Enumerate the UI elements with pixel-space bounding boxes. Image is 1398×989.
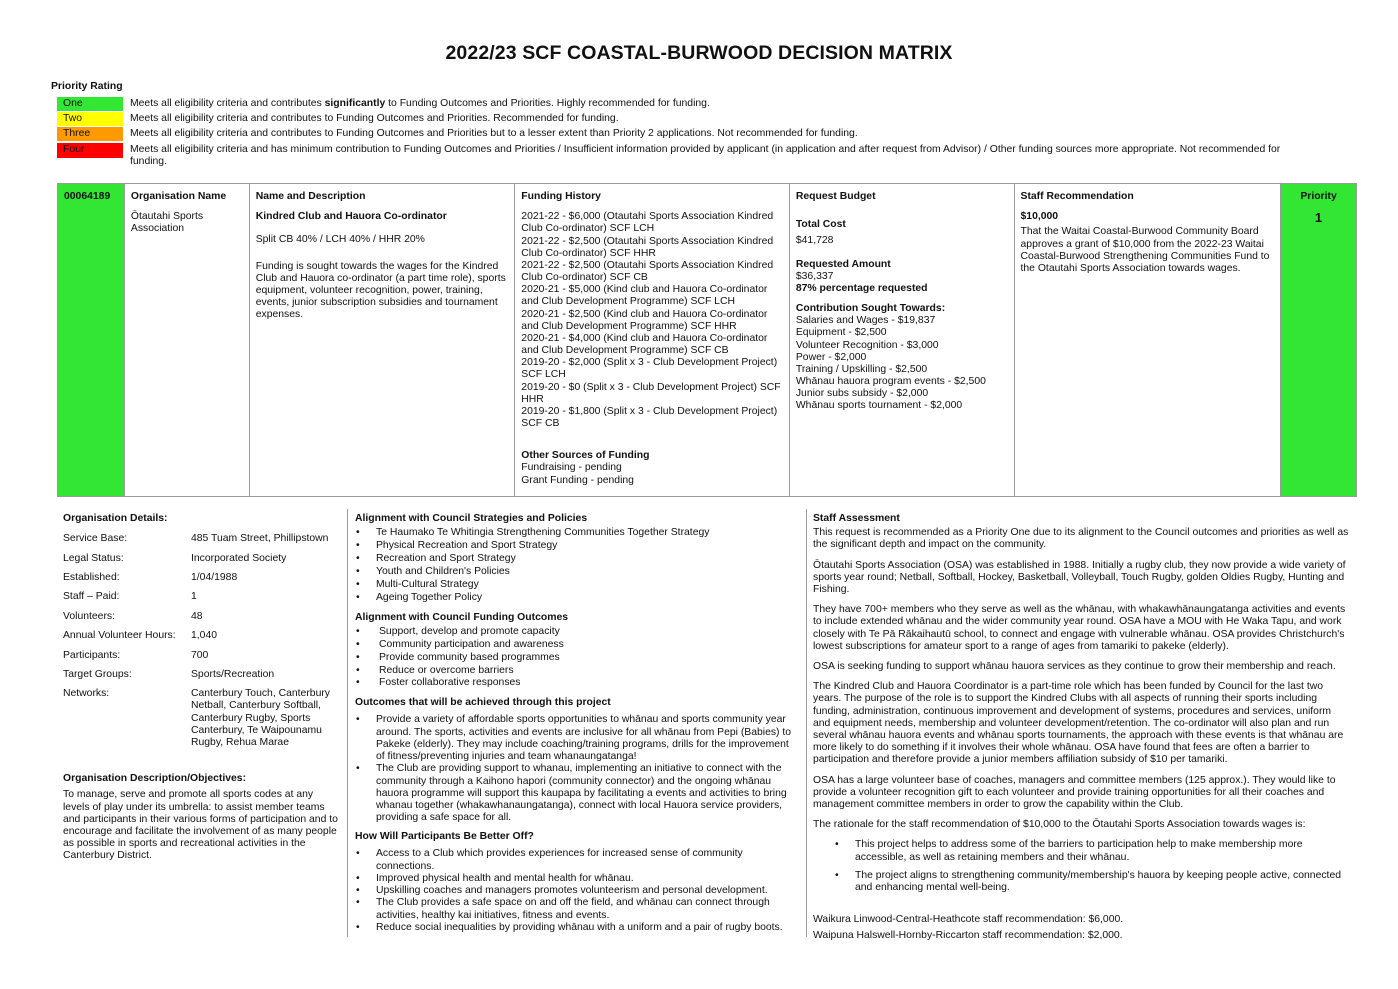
total-cost-label: Total Cost (795, 219, 846, 231)
list-item: • Multi-Cultural Strategy (355, 579, 800, 592)
contribution-item: Equipment - $2,500 (795, 327, 887, 339)
detail-row-networks: Networks: Canterbury Touch, Canterbury Netball, Canterbury Softball, Canterbury Rugby, Sports Canterbury, Te Waipounamu Rugby, Rehua Marae (63, 688, 330, 748)
funding-history-item: 2021-22 - $6,000 (Otautahi Sports Association Kindred Club Co-ordinator) SCF LCH (521, 211, 774, 235)
assessment-paragraph: The rationale for the staff recommendation of $10,000 to the Ōtautahi Sports Association towards wages is: (813, 819, 1306, 831)
requested-amount-value: $36,337 (795, 270, 834, 282)
priority-value: 1 (1314, 210, 1323, 226)
legend-swatch-two: Two (57, 112, 123, 126)
contribution-item: Volunteer Recognition - $3,000 (795, 339, 939, 351)
legend-row-two (57, 112, 1317, 127)
funding-outcomes-heading: Alignment with Council Funding Outcomes (355, 611, 568, 623)
list-item: • Recreation and Sport Strategy (355, 553, 800, 566)
application-id: 00064189 (58, 184, 125, 496)
better-off-heading: How Will Participants Be Better Off? (355, 831, 534, 843)
strategies-list (355, 527, 800, 604)
legend-desc-one: Meets all eligibility criteria and contributes significantly to Funding Outcomes and Priorities. Highly recommended for funding. (130, 98, 710, 109)
staff-assessment-heading: Staff Assessment (813, 513, 900, 524)
assessment-paragraph: The Kindred Club and Hauora Coordinator is a part-time role which has been funded by Council for the last two years. The purpose of the role is to support the Kindred Clubs with all aspects of running their sports including funding, administration, continuous improvement and development of systems, procedures and services, uniform and equipment needs, membership and volunteer development/retention. The co-ordinator will also plan and run several whānau hauora events and whānau sports tournaments, the approach with these events is that whānau are more likely to do something if it involves their whole whānau. OSA have found that fees are often a barrier to participation and therefore provide a junior members affiliation subsidy of $10 per tamariki. (813, 681, 1344, 766)
funding-history-item: 2019-20 - $0 (Split x 3 - Club Development Project) SCF HHR (521, 381, 781, 405)
contribution-item: Whānau sports tournament - $2,000 (795, 400, 963, 412)
contribution-item: Training / Upskilling - $2,500 (795, 363, 928, 375)
legend-row-three (57, 127, 1317, 143)
list-item: • Provide a variety of affordable sports opportunities to whānau and sports community year around. The sports, activities and events are inclusive for all whānau from Pepi (Babies) to Pakeke (elderly). They may include coaching/training programs, drills for the improvement of fitness/preventing injuries and team whanaungatanga! (355, 714, 800, 763)
requested-amount-label: Requested Amount (795, 258, 891, 270)
funding-history-item: 2020-21 - $4,000 (Kind club and Hauora Co-ordinator and Club Development Programme) SCF CB (521, 332, 768, 357)
list-item: • Provide community based programmes (355, 652, 800, 665)
other-board-recommendation: Waikura Linwood-Central-Heathcote staff recommendation: $6,000. (813, 914, 1124, 926)
priority-legend (57, 97, 1317, 169)
better-off-list (355, 848, 800, 933)
funding-history-item: 2021-22 - $2,500 (Otautahi Sports Association Kindred Club Co-ordinator) SCF CB (521, 259, 774, 284)
list-item: • Access to a Club which provides experiences for increased sense of community connections. (355, 848, 800, 872)
assessment-paragraph: Ōtautahi Sports Association (OSA) was established in 1988. Initially a rugby club, they now provide a wide variety of sports year round; Netball, Softball, Hockey, Basketball, Volleyball, Touch Rugby, golden Oldies Rugby, Hunting and Fishing. (813, 559, 1346, 595)
detail-row-service-base: Service Base: 485 Tuam Street, Phillipstown (63, 533, 329, 545)
legend-swatch-four: Four (57, 143, 123, 158)
funding-history-item: 2020-21 - $2,500 (Kind club and Hauora Co-ordinator and Club Development Programme) SCF HHR (521, 308, 768, 332)
assessment-paragraph: They have 700+ members who they serve as well as the whānau, with whakawhānaungatanga activities and events to include extended whānau and the wider community year round. OSA have a MOU with He Waka Tapu, and work closely with Te Pā Rākaihautū school, to connect and engage with vulnerable whānau. OSA provides Christchurch's lowest subscriptions for amateur sport to a range of ages from tamariki to pakeke (elderly). (813, 604, 1346, 652)
detail-row-volunteers: Volunteers: 48 (63, 610, 203, 622)
application-table (57, 183, 1357, 497)
name-description-header: Name and Description (255, 191, 366, 202)
funding-history-header: Funding History (521, 191, 601, 202)
detail-row-volunteer-hours: Annual Volunteer Hours: 1,040 (63, 630, 218, 642)
legend-row-four (57, 143, 1317, 169)
list-item: • Improved physical health and mental health for whānau. (355, 873, 800, 885)
contribution-item: Power - $2,000 (795, 351, 867, 363)
legend-swatch-three: Three (57, 127, 123, 141)
project-name: Kindred Club and Hauora Co-ordinator (255, 211, 447, 223)
staff-recommendation-header: Staff Recommendation (1020, 191, 1134, 202)
legend-row-one (57, 97, 1317, 112)
other-board-recommendation: Waipuna Halswell-Hornby-Riccarton staff recommendation: $2,000. (813, 930, 1123, 942)
organisation-details-column (57, 509, 348, 937)
organisation-details-table (63, 533, 341, 749)
organisation-description: To manage, serve and promote all sports codes at any levels of play under its umbrella: to assist member teams and participants in their various forms of participation and to encourage and facilitate the involvement of as many people as possible in sports and recreational activities in the Canterbury District. (63, 789, 338, 862)
organisation-cell (125, 184, 250, 496)
request-budget-cell (790, 184, 1015, 496)
funding-history-item: 2019-20 - $2,000 (Split x 3 - Club Development Project) SCF LCH (521, 357, 778, 381)
project-description: Funding is sought towards the wages for the Kindred Club and Hauora co-ordinator (a part time role), sports equipment, volunteer recognition, power, training, events, junior subscription subsidies and tournament expenses. (255, 260, 506, 321)
list-item: • Reduce or overcome barriers (355, 665, 800, 678)
funding-history-cell (515, 184, 790, 496)
funding-history-item: 2020-21 - $5,000 (Kind club and Hauora Co-ordinator and Club Development Programme) SCF LCH (521, 284, 768, 308)
list-item: • Te Haumako Te Whitingia Strengthening Communities Together Strategy (355, 527, 800, 540)
list-item: • This project helps to address some of the barriers to participation help to make membership more accessible, as well as retaining members and their whānau. (835, 839, 1351, 863)
legend-swatch-one: One (57, 97, 123, 111)
assessment-paragraph: OSA is seeking funding to support whānau hauora services as they continue to grow their membership and reach. (813, 661, 1336, 672)
name-description-cell (250, 184, 516, 496)
funding-history-item: 2021-22 - $2,500 (Otautahi Sports Association Kindred Club Co-ordinator) SCF HHR (521, 235, 774, 259)
staff-assessment-column (807, 509, 1357, 942)
legend-desc-two: Meets all eligibility criteria and contributes to Funding Outcomes and Priorities. Recommended for funding. (130, 113, 619, 124)
details-section (57, 509, 1357, 942)
detail-row-target-groups: Target Groups: Sports/Recreation (63, 668, 275, 680)
list-item: • Upskilling coaches and managers promotes volunteerism and personal development. (355, 885, 800, 897)
priority-cell (1281, 184, 1356, 496)
priority-rating-heading: Priority Rating (51, 81, 123, 92)
percentage-requested: 87% percentage requested (795, 282, 928, 294)
list-item: • Physical Recreation and Sport Strategy (355, 540, 800, 553)
project-outcomes-list (355, 714, 800, 824)
funding-history-item: 2019-20 - $1,800 (Split x 3 - Club Development Project) SCF CB (521, 405, 778, 430)
alignment-column (348, 509, 807, 937)
total-cost-value: $41,728 (795, 235, 834, 247)
assessment-paragraph: OSA has a large volunteer base of coaches, managers and committee members (125 approx.). They would like to provide a volunteer recognition gift to each volunteer and provide training opportunities for all their coaches and management committee members in order to grow the capability within the Club. (813, 774, 1336, 811)
detail-row-established: Established: 1/04/1988 (63, 571, 238, 583)
list-item: • The project aligns to strengthening community/membership's hauora by keeping people active, connected and enhancing mental well-being. (835, 870, 1351, 894)
page-title: 2022/23 SCF COASTAL-BURWOOD DECISION MATRIX (445, 42, 953, 64)
contribution-label: Contribution Sought Towards: (795, 303, 946, 315)
strategies-heading: Alignment with Council Strategies and Policies (355, 513, 588, 524)
list-item: • The Club provides a safe space on and off the field, and whānau can connect through activities, healthy kai initiatives, fitness and events. (355, 897, 800, 921)
other-source-item: Grant Funding - pending (521, 474, 634, 486)
request-budget-header: Request Budget (795, 191, 876, 202)
contribution-item: Whānau hauora program events - $2,500 (795, 376, 986, 388)
priority-header: Priority (1300, 191, 1337, 202)
list-item: • Reduce social inequalities by providing whānau with a uniform and a pair of rugby boots. (355, 922, 800, 934)
list-item: • The Club are providing support to whanau, implementing an initiative to connect with the community through a Kaihono hapori (community connector) and the ongoing whānau hauora programme will support this kaupapa by facilitating a events and activities to bring whanau together (whakawhanaungatanga), connect with local Hauora service providers, providing a safe space for all. (355, 763, 800, 824)
detail-row-legal-status: Legal Status: Incorporated Society (63, 552, 287, 564)
organisation-header: Organisation Name (130, 191, 227, 202)
other-sources-header: Other Sources of Funding (521, 450, 650, 462)
legend-desc-four: Meets all eligibility criteria and has minimum contribution to Funding Outcomes and Priorities / Insufficient information provided by applicant (in application and after request from Advisor) / Other funding sources more appropriate. Not recommended for funding. (130, 144, 1281, 167)
list-item: • Community participation and awareness (355, 639, 800, 652)
assessment-paragraph: This request is recommended as a Priority One due to its alignment to the Council outcomes and priorities as well as the significant depth and impact on the community. (813, 527, 1349, 551)
list-item: • Foster collaborative responses (355, 677, 800, 690)
staff-recommendation-amount: $10,000 (1020, 211, 1059, 223)
legend-desc-three: Meets all eligibility criteria and contributes to Funding Outcomes and Priorities but to a lesser extent than Priority 2 applications. Not recommended for funding. (130, 128, 858, 139)
contribution-item: Junior subs subsidy - $2,000 (795, 388, 929, 400)
list-item: • Ageing Together Policy (355, 592, 800, 605)
list-item: • Support, develop and promote capacity (355, 626, 800, 639)
staff-recommendation-text: That the Waitai Coastal-Burwood Community Board approves a grant of $10,000 from the 2022-23 Waitai Coastal-Burwood Strengthening Communities Fund to the Otautahi Sports Association towards wages. (1020, 226, 1270, 274)
organisation-details-heading: Organisation Details: (63, 513, 168, 524)
other-source-item: Fundraising - pending (521, 462, 622, 474)
organisation-name: Ōtautahi Sports Association (130, 211, 204, 235)
detail-row-staff-paid: Staff – Paid: 1 (63, 591, 197, 603)
detail-row-participants: Participants: 700 (63, 649, 209, 661)
project-outcomes-heading: Outcomes that will be achieved through this project (355, 697, 611, 709)
list-item: • Youth and Children's Policies (355, 566, 800, 579)
contribution-item: Salaries and Wages - $19,837 (795, 315, 936, 327)
funding-outcomes-list (355, 626, 800, 691)
organisation-description-heading: Organisation Description/Objectives: (63, 773, 247, 785)
rationale-list (835, 839, 1351, 894)
funding-split: Split CB 40% / LCH 40% / HHR 20% (255, 234, 425, 246)
staff-recommendation-cell (1015, 184, 1282, 496)
